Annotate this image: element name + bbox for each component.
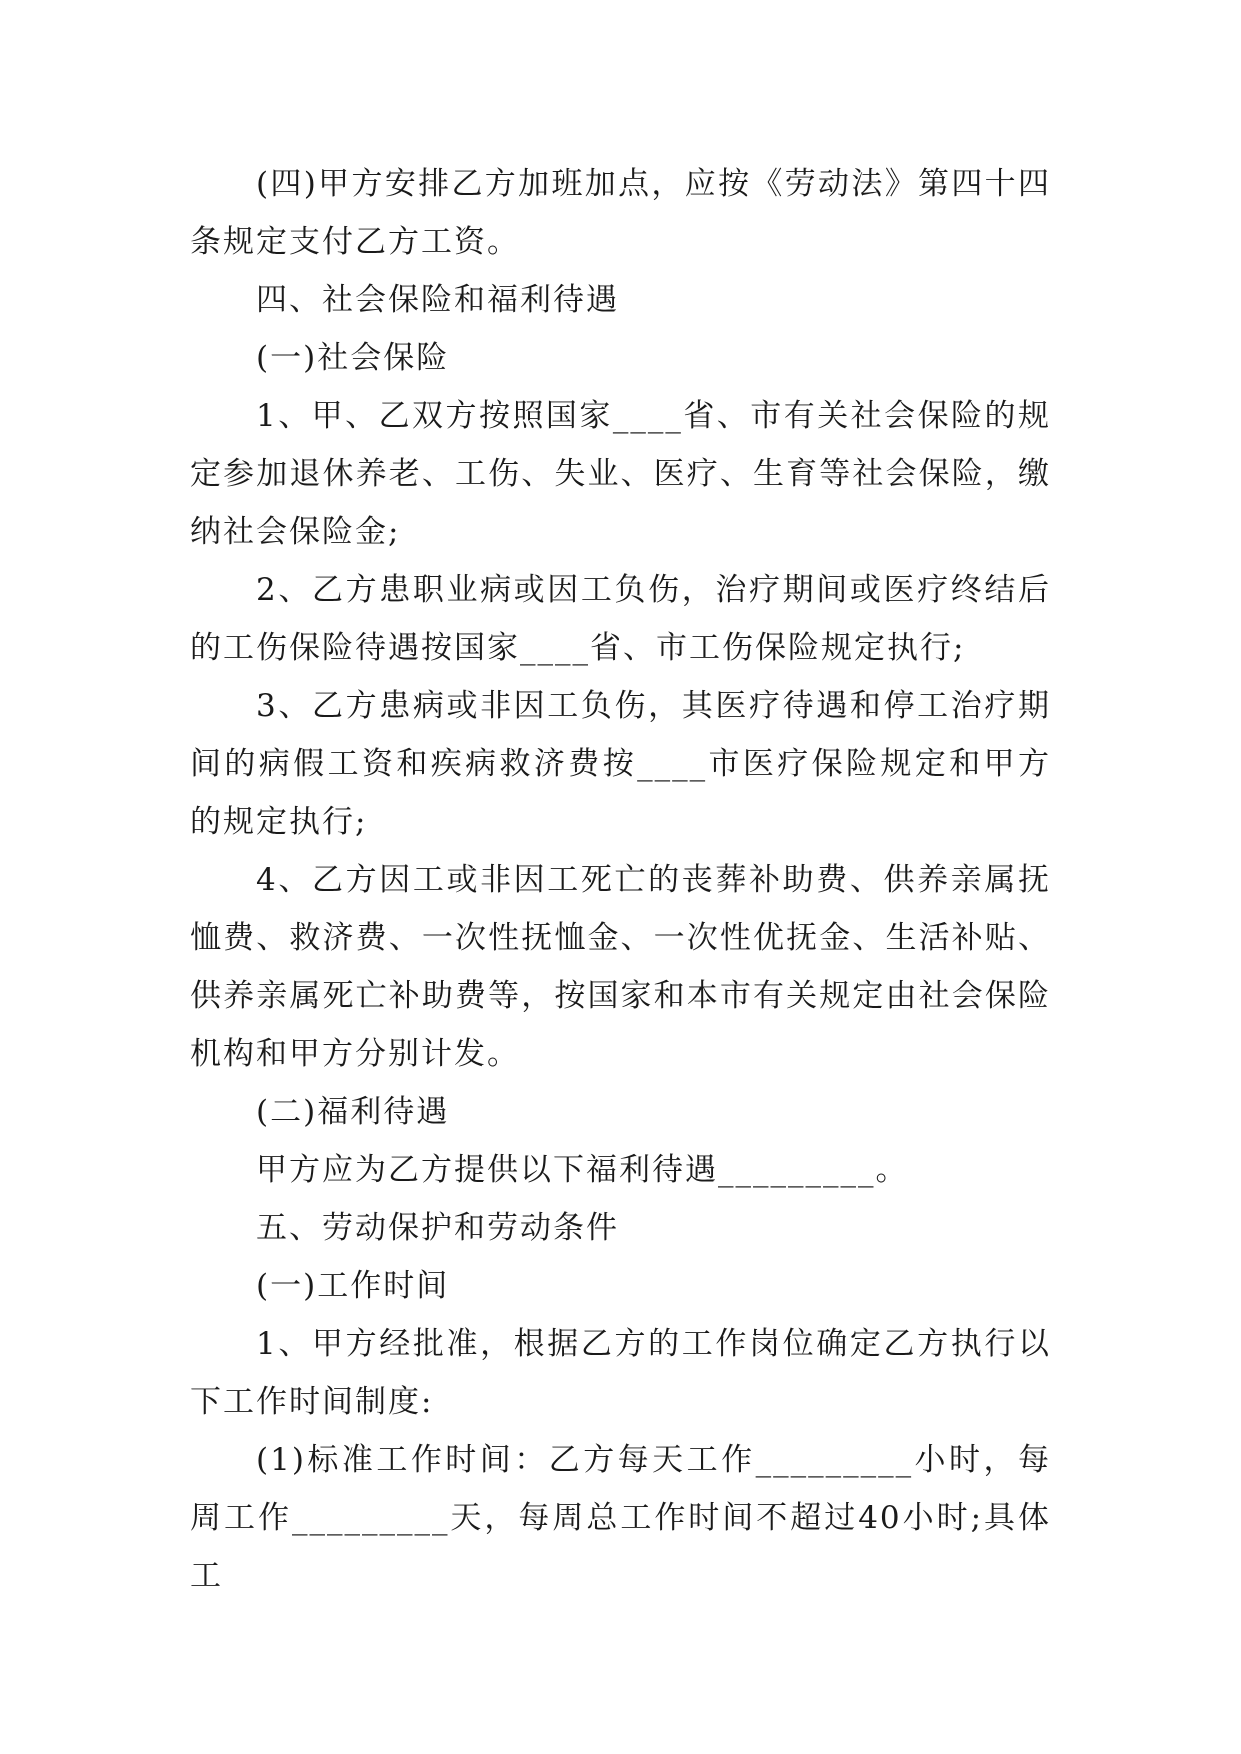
paragraph-insurance-item-4: 4、乙方因工或非因工死亡的丧葬补助费、供养亲属抚恤费、救济费、一次性抚恤金、一次性优抚金、生活补贴、供养亲属死亡补助费等，按国家和本市有关规定由社会保险机构和甲方分别计发。 bbox=[190, 862, 1051, 1072]
paragraph-insurance-item-2: 2、乙方患职业病或因工负伤，治疗期间或医疗终结后的工伤保险待遇按国家____省、市工伤保险规定执行; bbox=[190, 572, 1051, 666]
paragraph-hours-item-1: 1、甲方经批准，根据乙方的工作岗位确定乙方执行以下工作时间制度: bbox=[190, 1326, 1051, 1420]
paragraph-insurance-item-3: 3、乙方患病或非因工负伤，其医疗待遇和停工治疗期间的病假工资和疾病救济费按____市医疗保险规定和甲方的规定执行; bbox=[190, 688, 1051, 840]
subheading-working-hours: (一)工作时间 bbox=[256, 1268, 450, 1304]
paragraph-insurance-item-1: 1、甲、乙双方按照国家____省、市有关社会保险的规定参加退休养老、工伤、失业、医疗、生育等社会保险，缴纳社会保险金; bbox=[190, 398, 1051, 550]
section-heading-social-insurance: 四、社会保险和福利待遇 bbox=[256, 282, 619, 318]
paragraph-overtime-pay: (四)甲方安排乙方加班加点，应按《劳动法》第四十四条规定支付乙方工资。 bbox=[190, 166, 1051, 260]
subheading-welfare: (二)福利待遇 bbox=[256, 1094, 450, 1130]
subheading-social-insurance: (一)社会保险 bbox=[256, 340, 450, 376]
document-body bbox=[190, 155, 1051, 1605]
paragraph-standard-hours: (1)标准工作时间：乙方每天工作_________小时，每周工作_________天，每周总工作时间不超过40小时;具体工 bbox=[190, 1442, 1051, 1594]
section-heading-labor-protection: 五、劳动保护和劳动条件 bbox=[256, 1210, 619, 1246]
paragraph-welfare: 甲方应为乙方提供以下福利待遇_________。 bbox=[256, 1152, 909, 1188]
